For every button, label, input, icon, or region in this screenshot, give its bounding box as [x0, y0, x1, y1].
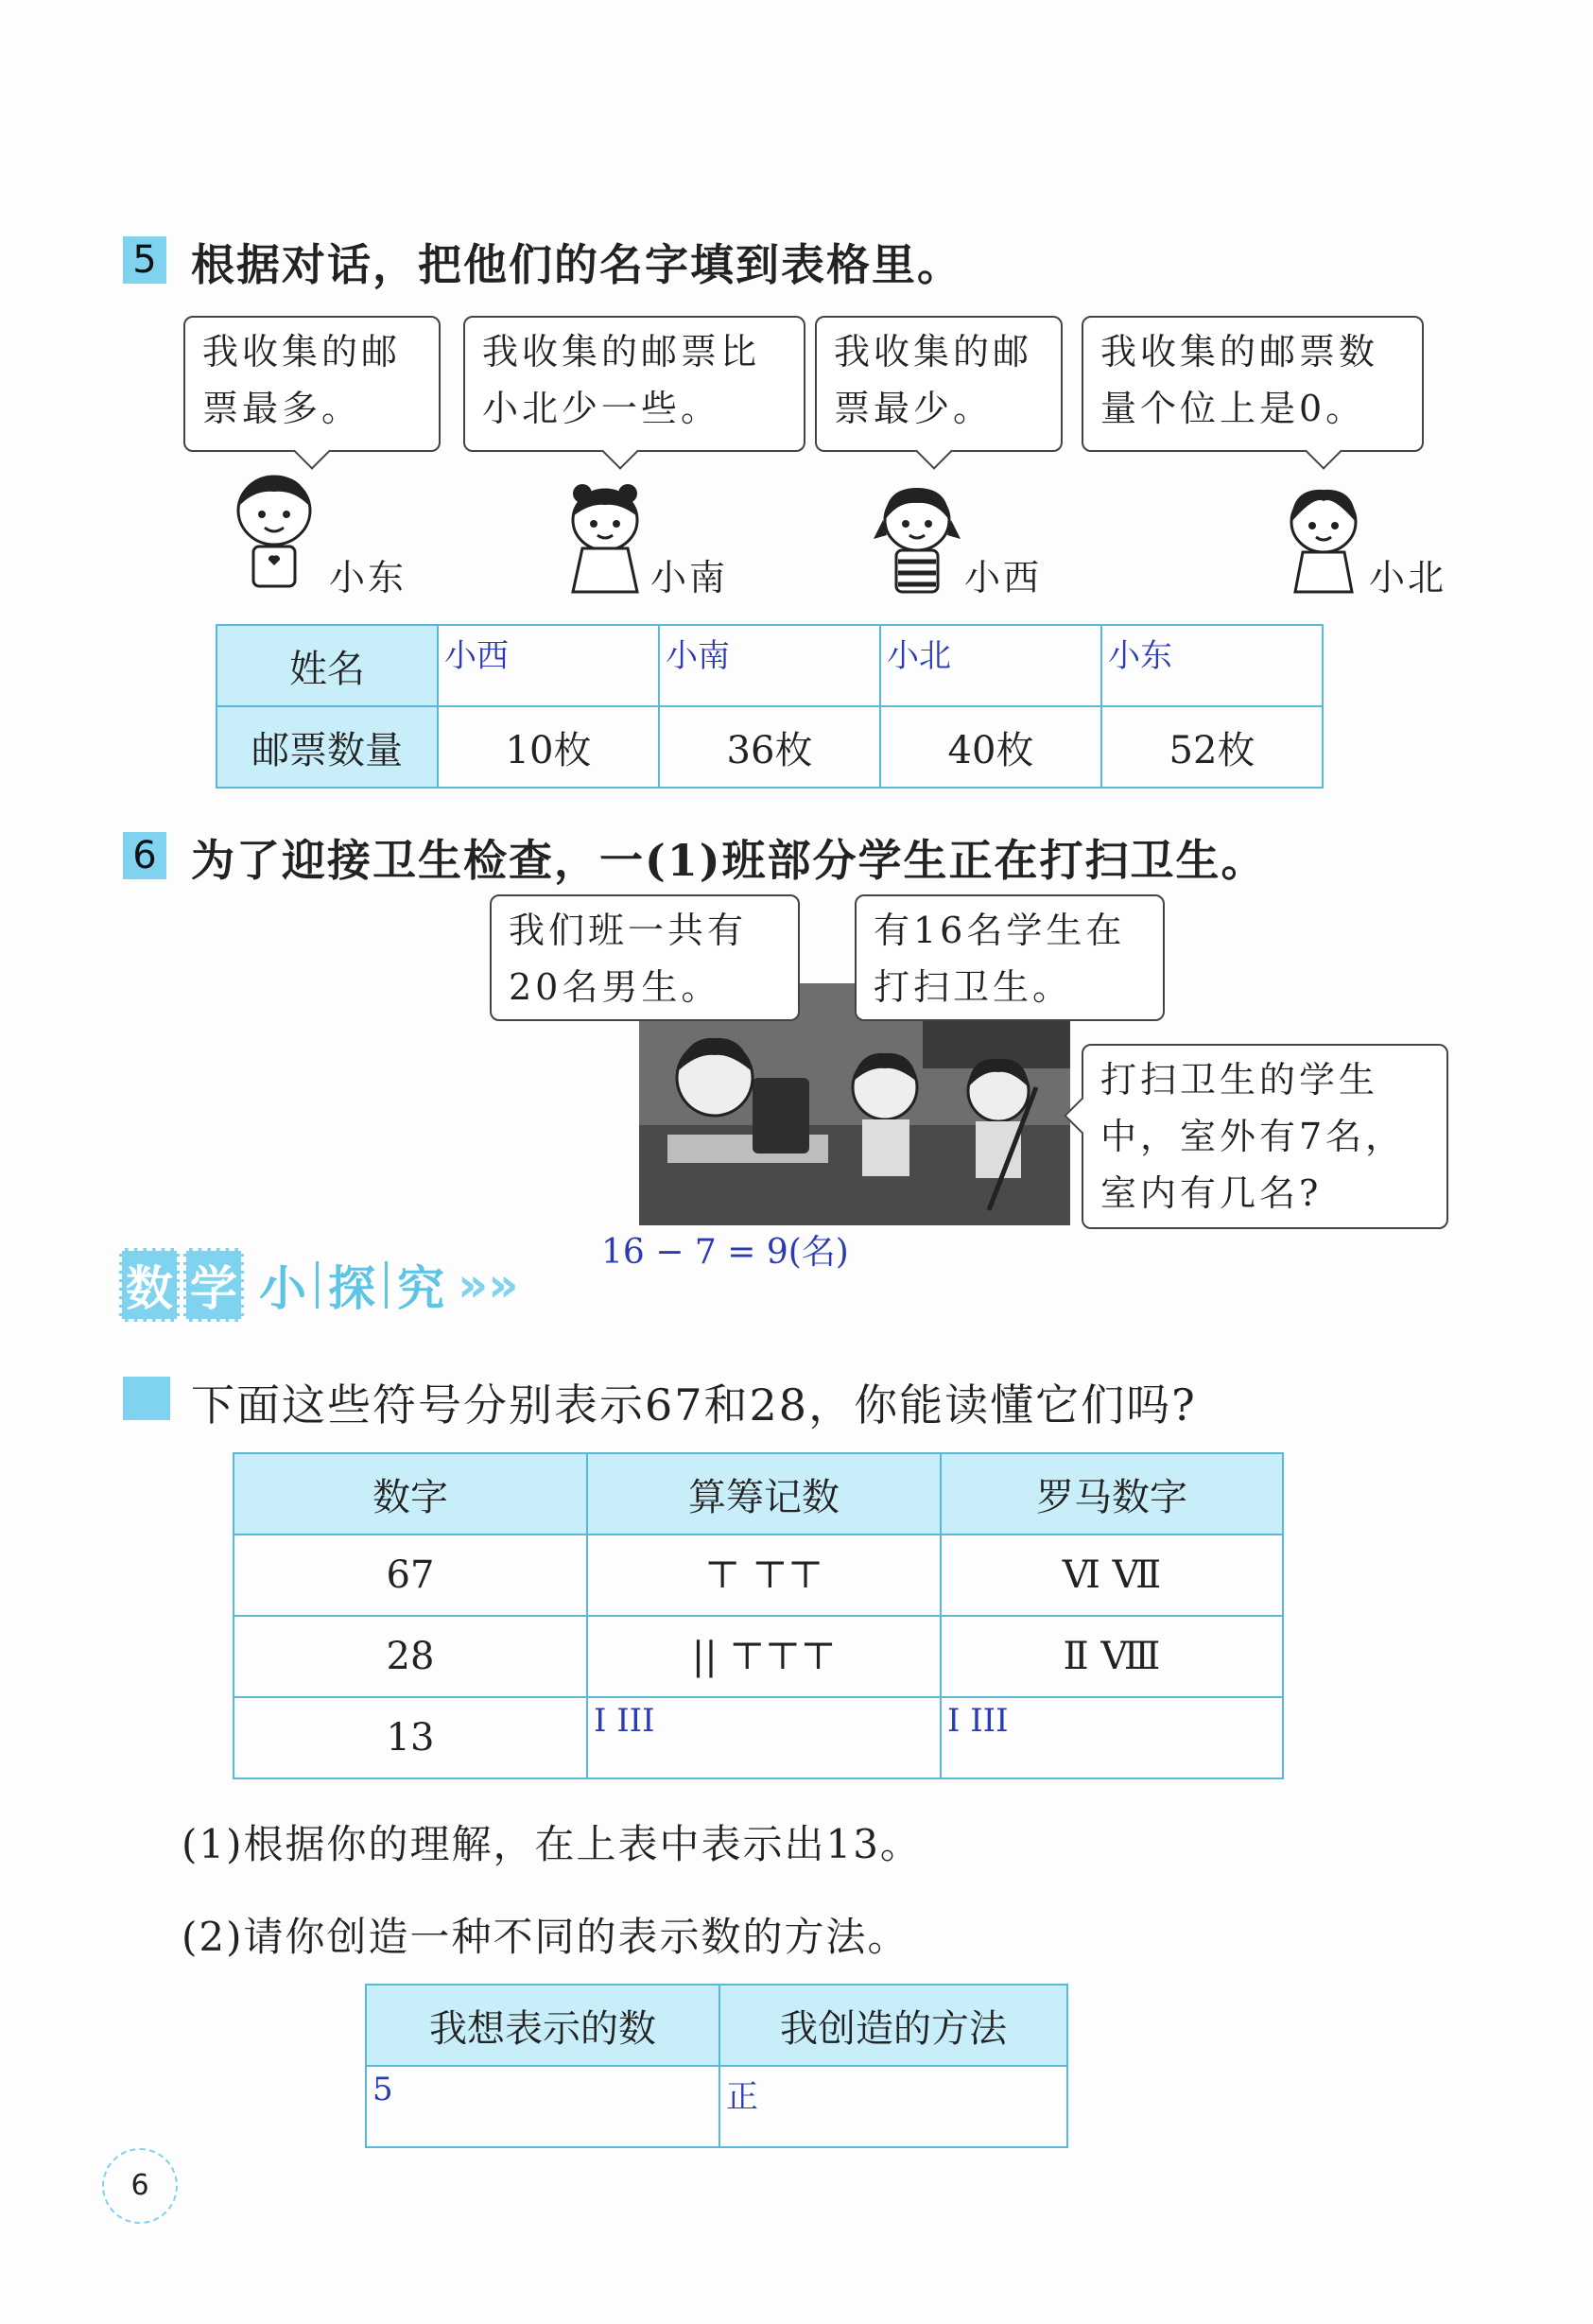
stamp-count: 40枚: [880, 706, 1101, 788]
speech-bubble-1: [183, 316, 441, 452]
bubble-line: 票最多。: [202, 388, 362, 429]
speech-bubble-boys: [490, 894, 800, 1021]
roman-answer-cell[interactable]: [941, 1697, 1283, 1778]
question-6-title: 为了迎接卫生检查，一(1)班部分学生正在打扫卫生。: [191, 835, 1267, 886]
header-rod: 算筹记数: [587, 1453, 941, 1535]
bubble-line: 我收集的邮: [834, 331, 1033, 373]
section-char: 探: [328, 1261, 375, 1316]
question-number-6: 6: [123, 832, 166, 879]
explore-intro: 下面这些符号分别表示67和28，你能读懂它们吗?: [191, 1379, 1197, 1431]
bubble-line: 我收集的邮票数: [1100, 331, 1379, 373]
number-cell: 28: [234, 1616, 587, 1697]
question-5-title: 根据对话，把他们的名字填到表格里。: [191, 239, 962, 290]
speech-bubble-4: [1082, 316, 1424, 452]
stamp-table: [216, 624, 1324, 789]
bubble-line: 20名男生。: [509, 966, 721, 1008]
header-number: 数字: [234, 1453, 587, 1535]
answer-text: 小西: [444, 637, 509, 675]
bubble-line: 我收集的邮: [202, 331, 402, 373]
section-char: 数: [119, 1248, 180, 1322]
bubble-line: 小北少一些。: [482, 388, 721, 429]
stamp-count: 36枚: [659, 706, 880, 788]
stamp-count-header: 邮票数量: [216, 706, 438, 788]
kid-name-xiaoxi: 小西: [964, 557, 1043, 598]
rod-answer-cell[interactable]: [587, 1697, 941, 1778]
kid-name-xiaodong: 小东: [329, 557, 407, 598]
bubble-line: 打扫卫生的学生: [1100, 1059, 1379, 1101]
girl-illustration: [558, 482, 652, 596]
answer-text: I III: [594, 1702, 655, 1740]
bubble-line: 我们班一共有: [509, 910, 748, 951]
stamp-count: 10枚: [438, 706, 659, 788]
boy-illustration: [227, 473, 321, 596]
answer-text: 小南: [666, 637, 730, 675]
kid-name-xiaobei: 小北: [1369, 557, 1447, 598]
kid-name-xiaonan: 小南: [650, 557, 729, 598]
speech-bubble-3: [815, 316, 1063, 452]
section-title: [119, 1252, 519, 1318]
explore-marker-icon: [123, 1377, 170, 1420]
bubble-line: 打扫卫生。: [874, 966, 1073, 1008]
header-number-to-show: 我想表示的数: [366, 1985, 719, 2066]
rod-cell: || ⊤⊤⊤: [587, 1616, 941, 1697]
method-answer-cell[interactable]: [719, 2066, 1067, 2147]
speech-bubble-cleaning: [855, 894, 1165, 1021]
bubble-line: 我收集的邮票比: [482, 331, 761, 373]
bubble-line: 票最少。: [834, 388, 994, 429]
girl-illustration: [870, 482, 964, 596]
page-number: 6: [102, 2148, 178, 2224]
bubble-line: 室内有几名?: [1100, 1172, 1323, 1214]
header-roman: 罗马数字: [941, 1453, 1283, 1535]
section-char: 究: [397, 1261, 444, 1316]
question-number-5: 5: [123, 236, 166, 284]
rod-cell: ⊤ ⊤⊤: [587, 1535, 941, 1616]
explore-q1: (1)根据你的理解，在上表中表示出13。: [182, 1821, 922, 1867]
name-header: 姓名: [216, 625, 438, 706]
stamp-count: 52枚: [1101, 706, 1323, 788]
header-my-method: 我创造的方法: [719, 1985, 1067, 2066]
number-cell: 67: [234, 1535, 587, 1616]
answer-cell[interactable]: [659, 625, 880, 706]
section-arrows-icon: »»: [458, 1257, 519, 1312]
girl-illustration: [1276, 482, 1371, 596]
number-answer-cell[interactable]: [366, 2066, 719, 2147]
bubble-line: 量个位上是0。: [1100, 388, 1366, 429]
answer-text: 小东: [1108, 637, 1172, 675]
answer-cell[interactable]: [880, 625, 1101, 706]
speech-bubble-2: [463, 316, 805, 452]
answer-cell[interactable]: [438, 625, 659, 706]
bubble-line: 有16名学生在: [874, 910, 1126, 951]
answer-cell[interactable]: [1101, 625, 1323, 706]
answer-text: 小北: [887, 637, 951, 675]
section-char: 学: [183, 1248, 244, 1322]
create-table: [365, 1984, 1068, 2148]
speech-bubble-question: [1082, 1044, 1448, 1229]
q6-answer: 16 − 7 = 9(名): [601, 1233, 849, 1272]
numeral-table: [233, 1452, 1284, 1779]
answer-text: 正: [726, 2078, 758, 2116]
answer-text: 5: [372, 2071, 393, 2108]
number-cell: 13: [234, 1697, 587, 1778]
explore-q2: (2)请你创造一种不同的表示数的方法。: [182, 1914, 909, 1960]
roman-cell: Ⅱ Ⅷ: [941, 1616, 1283, 1697]
answer-text: I III: [947, 1702, 1009, 1740]
bubble-line: 中，室外有7名，: [1100, 1116, 1406, 1157]
roman-cell: Ⅵ Ⅶ: [941, 1535, 1283, 1616]
section-char: 小: [259, 1261, 306, 1316]
